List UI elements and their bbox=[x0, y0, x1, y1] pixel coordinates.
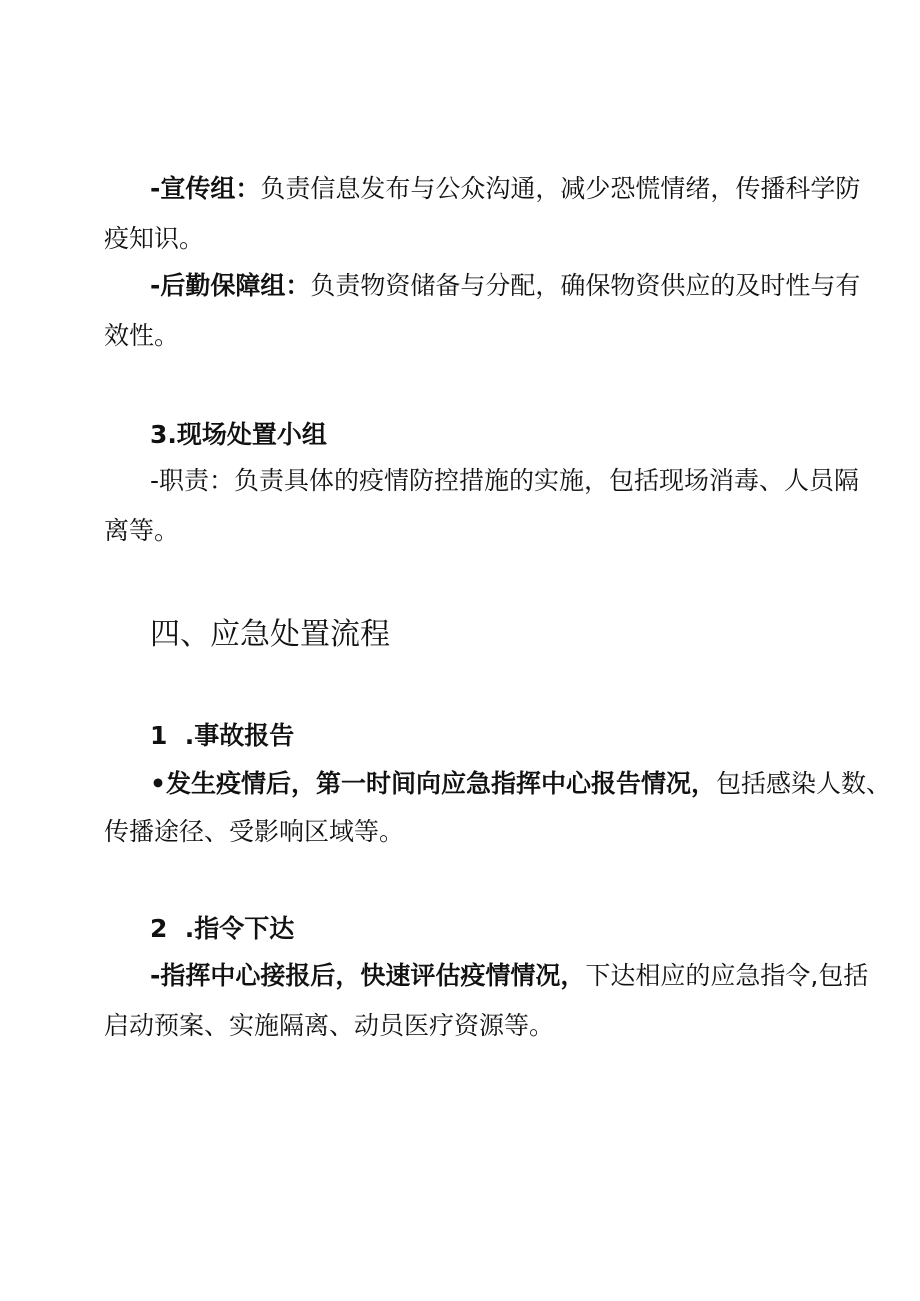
step2-line2: 启动预案、实施隔离、动员医疗资源等。 bbox=[104, 1011, 555, 1040]
propaganda-group-label: -宣传组： bbox=[150, 174, 261, 203]
step1-bold-text: •发生疫情后，第一时间向应急指挥中心报告情况， bbox=[150, 769, 716, 798]
logistics-group-label: -后勤保障组： bbox=[150, 271, 311, 300]
step1-normal-text: 包括感染人数、 bbox=[715, 769, 891, 798]
propaganda-group-desc: 负责信息发布与公众沟通，减少恐慌情绪，传播科学防 bbox=[260, 174, 861, 203]
step1-line2: 传播途径、受影响区域等。 bbox=[104, 817, 405, 846]
propaganda-group-line2: 疫知识。 bbox=[104, 224, 205, 253]
step1-line1 bbox=[150, 767, 891, 801]
step1-title: 1 .事故报告 bbox=[150, 721, 295, 750]
logistics-group-desc: 负责物资储备与分配，确保物资供应的及时性与有 bbox=[310, 271, 861, 300]
section3-title: 3.现场处置小组 bbox=[150, 420, 327, 449]
propaganda-group-line1 bbox=[150, 172, 860, 206]
section3-duty-line1: -职责：负责具体的疫情防控措施的实施，包括现场消毒、人员隔 bbox=[150, 466, 860, 495]
chapter4-title: 四、应急处置流程 bbox=[150, 617, 390, 652]
step2-line1 bbox=[150, 959, 868, 993]
step2-normal-text: 下达相应的应急指令,包括 bbox=[585, 961, 869, 990]
section3-duty-line2: 离等。 bbox=[104, 516, 180, 545]
logistics-group-line1 bbox=[150, 269, 860, 303]
step2-title: 2 .指令下达 bbox=[150, 914, 295, 943]
step2-bold-text: -指挥中心接报后，快速评估疫情情况， bbox=[150, 961, 586, 990]
logistics-group-line2: 效性。 bbox=[104, 321, 180, 350]
